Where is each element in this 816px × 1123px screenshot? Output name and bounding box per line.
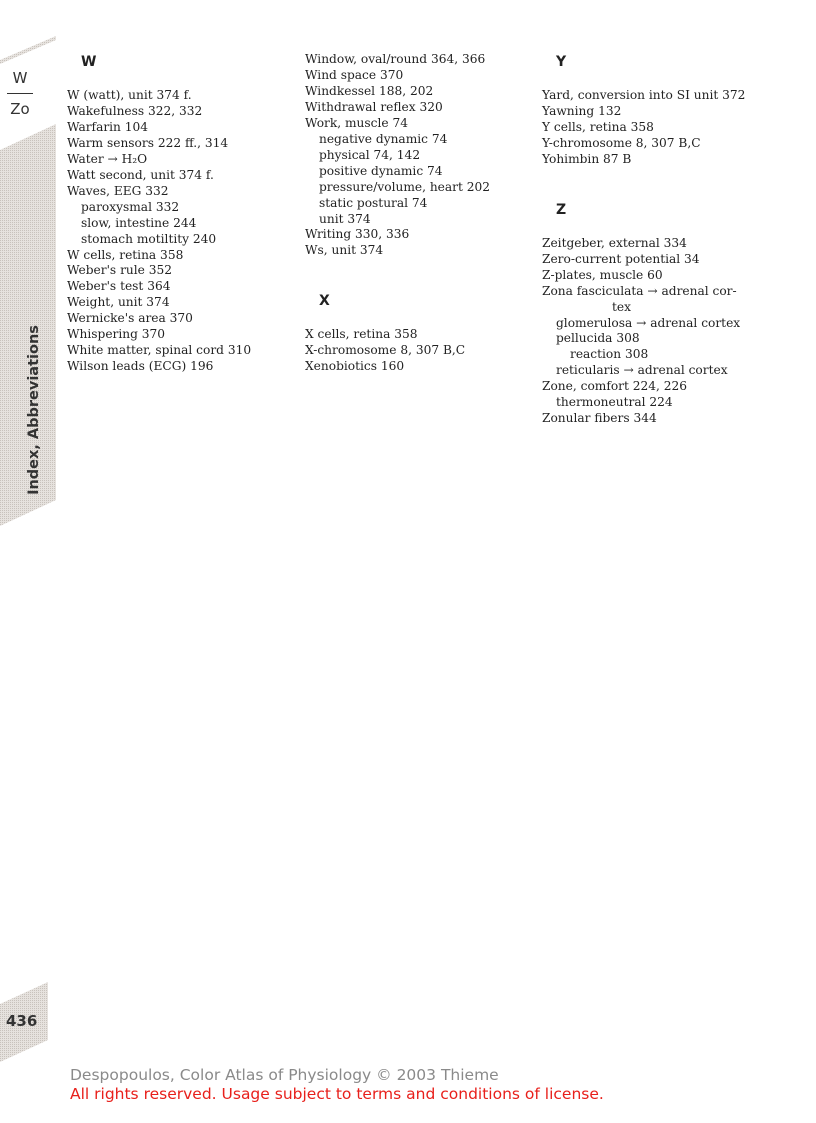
index-range-marker	[0, 66, 40, 121]
index-entry: Warfarin 104	[67, 119, 149, 134]
index-letter-heading: Y	[556, 54, 567, 70]
index-subentry: positive dynamic 74	[319, 163, 443, 178]
index-entry: Zero-current potential 34	[542, 251, 700, 266]
index-subentry: glomerulosa → adrenal cortex	[556, 315, 741, 330]
index-entry: Watt second, unit 374 f.	[67, 167, 214, 182]
index-entry: Water → H₂O	[67, 151, 148, 166]
index-entry: Ws, unit 374	[305, 243, 384, 258]
license-line: All rights reserved. Usage subject to terms and conditions of license.	[70, 1085, 604, 1103]
index-entry: X-chromosome 8, 307 B,C	[305, 343, 466, 358]
index-subentry: slow, intestine 244	[81, 215, 197, 230]
index-entry: W (watt), unit 374 f.	[67, 88, 192, 102]
index-entry: Withdrawal reflex 320	[305, 99, 443, 114]
range-end: Zo	[10, 100, 30, 118]
page-number: 436	[6, 1012, 38, 1030]
index-entry: Yard, conversion into SI unit 372	[542, 88, 746, 102]
index-column-2	[305, 52, 535, 375]
index-entry: Wakefulness 322, 332	[67, 103, 203, 118]
index-subentry: negative dynamic 74	[319, 131, 448, 146]
index-entry: Zonular fibers 344	[542, 411, 657, 426]
index-entry: Zeitgeber, external 334	[542, 235, 687, 250]
range-divider	[7, 93, 33, 94]
range-start: W	[12, 69, 28, 87]
index-subentry: static postural 74	[319, 195, 428, 210]
index-entry: Yohimbin 87 B	[542, 151, 632, 166]
index-entry: White matter, spinal cord 310	[67, 343, 252, 358]
index-entry: Zone, comfort 224, 226	[542, 379, 688, 394]
index-subentry: pressure/volume, heart 202	[319, 179, 491, 194]
index-entry: Wernicke's area 370	[67, 311, 193, 326]
copyright-line: Despopoulos, Color Atlas of Physiology © 2003 Thieme	[70, 1066, 499, 1084]
index-entry: Y-chromosome 8, 307 B,C	[542, 135, 701, 150]
index-entry: Z-plates, muscle 60	[542, 267, 663, 282]
index-entry: Y cells, retina 358	[542, 119, 654, 134]
index-entry: Yawning 132	[542, 103, 622, 118]
index-subentry: reaction 308	[570, 347, 649, 362]
index-subentry: paroxysmal 332	[81, 199, 180, 214]
index-entry: Weber's rule 352	[67, 263, 172, 278]
index-entry: X cells, retina 358	[305, 327, 418, 342]
thumb-tab-band	[0, 0, 60, 1123]
index-subentry: physical 74, 142	[319, 147, 421, 162]
index-letter-heading: W	[81, 54, 97, 70]
index-subentry: tex	[612, 299, 631, 314]
index-subentry: unit 374	[319, 211, 371, 226]
index-entry: Warm sensors 222 ff., 314	[67, 135, 229, 150]
section-label: Index, Abbreviations	[26, 325, 42, 495]
index-entry: Windkessel 188, 202	[305, 83, 434, 98]
index-letter-heading: X	[319, 293, 330, 310]
index-entry: W cells, retina 358	[67, 247, 184, 262]
index-letter-heading: Z	[556, 201, 567, 218]
copyright-footer	[70, 1066, 604, 1104]
section-gap	[305, 259, 535, 291]
index-entry: Zona fasciculata → adrenal cor-	[542, 283, 737, 298]
index-entry: Weight, unit 374	[67, 295, 170, 310]
index-entry: Writing 330, 336	[305, 227, 410, 242]
index-entry: Whispering 370	[67, 327, 166, 342]
index-entry: Xenobiotics 160	[305, 359, 405, 374]
index-entry: Window, oval/round 364, 366	[305, 52, 486, 66]
index-entry: Work, muscle 74	[305, 115, 408, 130]
index-entry: Weber's test 364	[67, 279, 171, 294]
index-entry: Waves, EEG 332	[67, 183, 169, 198]
section-gap	[542, 168, 782, 200]
index-subentry: thermoneutral 224	[556, 395, 673, 410]
index-subentry: pellucida 308	[556, 331, 640, 346]
index-entry: Wilson leads (ECG) 196	[67, 359, 214, 374]
index-subentry: stomach motiltity 240	[81, 231, 217, 246]
index-column-1	[67, 52, 297, 375]
index-entry: Wind space 370	[305, 67, 404, 82]
index-column-3	[542, 52, 782, 427]
index-subentry: reticularis → adrenal cortex	[556, 363, 728, 378]
